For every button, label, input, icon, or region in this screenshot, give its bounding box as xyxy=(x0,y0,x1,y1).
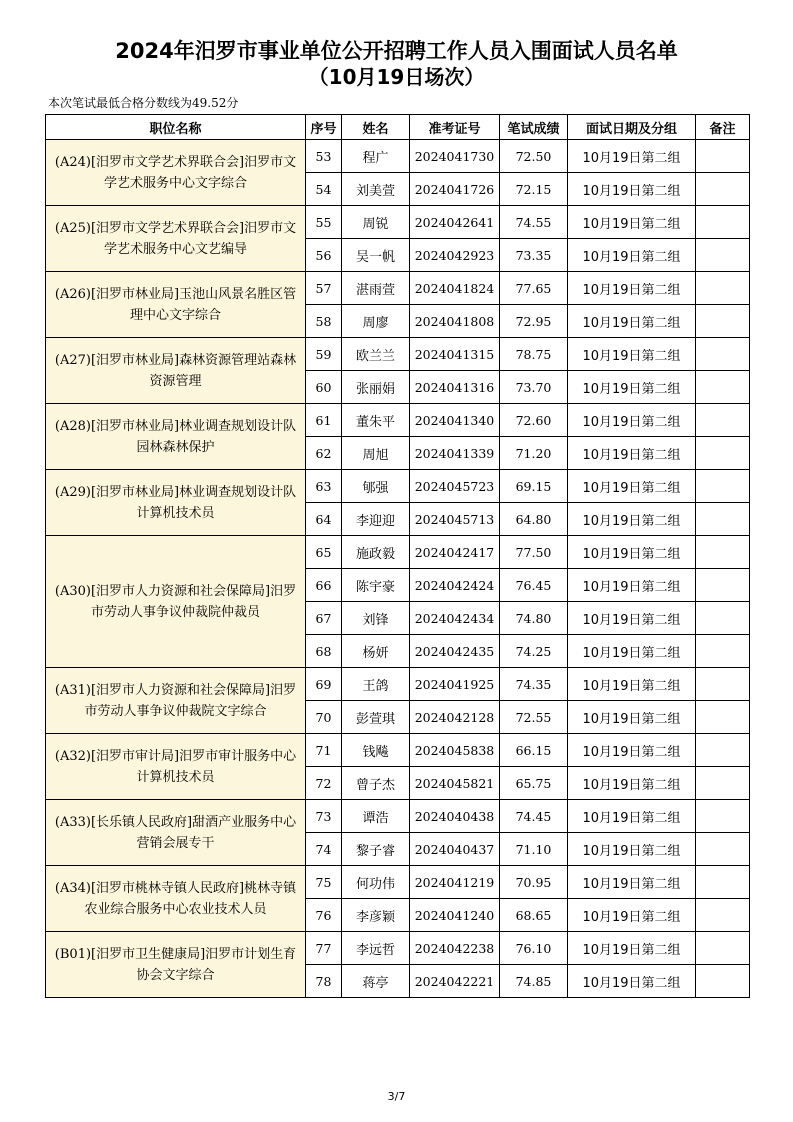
candidate-name-cell: 刘锋 xyxy=(342,602,410,635)
candidate-name-cell: 张丽娟 xyxy=(342,371,410,404)
table-row xyxy=(46,734,750,767)
written-score-cell: 74.85 xyxy=(500,965,568,998)
candidate-name-cell: 何功伟 xyxy=(342,866,410,899)
interview-date-cell: 10月19日第二组 xyxy=(568,503,696,536)
position-name-cell: (A31)[汨罗市人力资源和社会保障局]汨罗市劳动人事争议仲裁院文字综合 xyxy=(46,668,306,734)
written-score-cell: 70.95 xyxy=(500,866,568,899)
exam-id-cell: 2024041240 xyxy=(410,899,500,932)
serial-number-cell: 66 xyxy=(306,569,342,602)
position-name-cell: (A27)[汨罗市林业局]森林资源管理站森林资源管理 xyxy=(46,338,306,404)
position-name-cell: (A34)[汨罗市桃林寺镇人民政府]桃林寺镇农业综合服务中心农业技术人员 xyxy=(46,866,306,932)
interview-date-cell: 10月19日第二组 xyxy=(568,965,696,998)
interview-date-cell: 10月19日第二组 xyxy=(568,173,696,206)
table-row xyxy=(46,404,750,437)
remark-cell xyxy=(696,734,750,767)
remark-cell xyxy=(696,569,750,602)
table-body xyxy=(46,140,750,998)
serial-number-cell: 58 xyxy=(306,305,342,338)
page-number: 3/7 xyxy=(387,1090,406,1103)
remark-cell xyxy=(696,701,750,734)
written-score-cell: 72.50 xyxy=(500,140,568,173)
written-score-cell: 77.50 xyxy=(500,536,568,569)
interview-date-cell: 10月19日第二组 xyxy=(568,569,696,602)
remark-cell xyxy=(696,602,750,635)
written-score-cell: 74.25 xyxy=(500,635,568,668)
interview-date-cell: 10月19日第二组 xyxy=(568,668,696,701)
header-remark: 备注 xyxy=(696,115,750,140)
interview-date-cell: 10月19日第二组 xyxy=(568,899,696,932)
written-score-cell: 68.65 xyxy=(500,899,568,932)
written-score-cell: 76.45 xyxy=(500,569,568,602)
document-subtitle: （10月19日场次） xyxy=(308,65,485,89)
exam-id-cell: 2024040437 xyxy=(410,833,500,866)
interview-date-cell: 10月19日第二组 xyxy=(568,536,696,569)
serial-number-cell: 55 xyxy=(306,206,342,239)
candidate-name-cell: 王鸽 xyxy=(342,668,410,701)
candidate-name-cell: 周旭 xyxy=(342,437,410,470)
remark-cell xyxy=(696,404,750,437)
written-score-cell: 73.70 xyxy=(500,371,568,404)
exam-id-cell: 2024041726 xyxy=(410,173,500,206)
exam-id-cell: 2024042641 xyxy=(410,206,500,239)
remark-cell xyxy=(696,800,750,833)
candidate-name-cell: 陈宇豪 xyxy=(342,569,410,602)
written-score-cell: 66.15 xyxy=(500,734,568,767)
written-score-cell: 71.10 xyxy=(500,833,568,866)
serial-number-cell: 64 xyxy=(306,503,342,536)
table-row xyxy=(46,866,750,899)
table-row xyxy=(46,668,750,701)
table-row xyxy=(46,800,750,833)
serial-number-cell: 73 xyxy=(306,800,342,833)
candidate-name-cell: 欧兰兰 xyxy=(342,338,410,371)
exam-id-cell: 2024042221 xyxy=(410,965,500,998)
remark-cell xyxy=(696,206,750,239)
candidate-name-cell: 李远哲 xyxy=(342,932,410,965)
candidate-name-cell: 彭萱琪 xyxy=(342,701,410,734)
position-name-cell: (A29)[汨罗市林业局]林业调查规划设计队计算机技术员 xyxy=(46,470,306,536)
position-name-cell: (A33)[长乐镇人民政府]甜酒产业服务中心营销会展专干 xyxy=(46,800,306,866)
interview-date-cell: 10月19日第二组 xyxy=(568,140,696,173)
table-row xyxy=(46,338,750,371)
written-score-cell: 72.95 xyxy=(500,305,568,338)
remark-cell xyxy=(696,371,750,404)
exam-id-cell: 2024041219 xyxy=(410,866,500,899)
written-score-cell: 69.15 xyxy=(500,470,568,503)
candidate-name-cell: 杨妍 xyxy=(342,635,410,668)
serial-number-cell: 75 xyxy=(306,866,342,899)
table-row xyxy=(46,470,750,503)
exam-id-cell: 2024040438 xyxy=(410,800,500,833)
table-row xyxy=(46,272,750,305)
remark-cell xyxy=(696,536,750,569)
exam-id-cell: 2024045821 xyxy=(410,767,500,800)
written-score-cell: 74.45 xyxy=(500,800,568,833)
serial-number-cell: 74 xyxy=(306,833,342,866)
interview-date-cell: 10月19日第二组 xyxy=(568,206,696,239)
written-score-cell: 73.35 xyxy=(500,239,568,272)
written-score-cell: 78.75 xyxy=(500,338,568,371)
serial-number-cell: 56 xyxy=(306,239,342,272)
written-score-cell: 72.55 xyxy=(500,701,568,734)
candidate-name-cell: 钱飚 xyxy=(342,734,410,767)
interview-date-cell: 10月19日第二组 xyxy=(568,635,696,668)
exam-id-cell: 2024041315 xyxy=(410,338,500,371)
candidate-name-cell: 施政毅 xyxy=(342,536,410,569)
remark-cell xyxy=(696,305,750,338)
serial-number-cell: 62 xyxy=(306,437,342,470)
candidate-name-cell: 黎子睿 xyxy=(342,833,410,866)
position-name-cell: (A26)[汨罗市林业局]玉池山风景名胜区管理中心文字综合 xyxy=(46,272,306,338)
position-name-cell: (A24)[汨罗市文学艺术界联合会]汨罗市文学艺术服务中心文字综合 xyxy=(46,140,306,206)
table-row xyxy=(46,932,750,965)
exam-id-cell: 2024042238 xyxy=(410,932,500,965)
written-score-cell: 71.20 xyxy=(500,437,568,470)
serial-number-cell: 76 xyxy=(306,899,342,932)
written-score-cell: 72.15 xyxy=(500,173,568,206)
interview-date-cell: 10月19日第二组 xyxy=(568,602,696,635)
candidate-name-cell: 董朱平 xyxy=(342,404,410,437)
exam-id-cell: 2024041340 xyxy=(410,404,500,437)
serial-number-cell: 60 xyxy=(306,371,342,404)
written-score-cell: 76.10 xyxy=(500,932,568,965)
exam-id-cell: 2024041824 xyxy=(410,272,500,305)
serial-number-cell: 72 xyxy=(306,767,342,800)
candidate-name-cell: 刘美萱 xyxy=(342,173,410,206)
serial-number-cell: 68 xyxy=(306,635,342,668)
interview-date-cell: 10月19日第二组 xyxy=(568,338,696,371)
header-score: 笔试成绩 xyxy=(500,115,568,140)
remark-cell xyxy=(696,272,750,305)
candidate-name-cell: 谭浩 xyxy=(342,800,410,833)
exam-id-cell: 2024042434 xyxy=(410,602,500,635)
interview-date-cell: 10月19日第二组 xyxy=(568,470,696,503)
header-exam-id: 准考证号 xyxy=(410,115,500,140)
interview-date-cell: 10月19日第二组 xyxy=(568,734,696,767)
candidate-name-cell: 湛雨萱 xyxy=(342,272,410,305)
position-name-cell: (A32)[汨罗市审计局]汨罗市审计服务中心计算机技术员 xyxy=(46,734,306,800)
remark-cell xyxy=(696,503,750,536)
candidate-name-cell: 郇强 xyxy=(342,470,410,503)
position-name-cell: (A30)[汨罗市人力资源和社会保障局]汨罗市劳动人事争议仲裁院仲裁员 xyxy=(46,536,306,668)
written-score-cell: 74.35 xyxy=(500,668,568,701)
written-score-cell: 74.80 xyxy=(500,602,568,635)
remark-cell xyxy=(696,899,750,932)
remark-cell xyxy=(696,338,750,371)
exam-id-cell: 2024042923 xyxy=(410,239,500,272)
remark-cell xyxy=(696,635,750,668)
interview-date-cell: 10月19日第二组 xyxy=(568,437,696,470)
remark-cell xyxy=(696,437,750,470)
position-name-cell: (A25)[汨罗市文学艺术界联合会]汨罗市文学艺术服务中心文艺编导 xyxy=(46,206,306,272)
candidate-name-cell: 周廖 xyxy=(342,305,410,338)
remark-cell xyxy=(696,173,750,206)
table-row xyxy=(46,536,750,569)
serial-number-cell: 67 xyxy=(306,602,342,635)
serial-number-cell: 69 xyxy=(306,668,342,701)
serial-number-cell: 59 xyxy=(306,338,342,371)
candidate-table xyxy=(45,114,750,998)
interview-date-cell: 10月19日第二组 xyxy=(568,800,696,833)
header-number: 序号 xyxy=(306,115,342,140)
remark-cell xyxy=(696,833,750,866)
exam-id-cell: 2024042424 xyxy=(410,569,500,602)
serial-number-cell: 70 xyxy=(306,701,342,734)
written-score-cell: 77.65 xyxy=(500,272,568,305)
exam-id-cell: 2024042435 xyxy=(410,635,500,668)
interview-date-cell: 10月19日第二组 xyxy=(568,239,696,272)
exam-id-cell: 2024042128 xyxy=(410,701,500,734)
serial-number-cell: 78 xyxy=(306,965,342,998)
written-score-cell: 64.80 xyxy=(500,503,568,536)
written-score-cell: 72.60 xyxy=(500,404,568,437)
exam-id-cell: 2024041730 xyxy=(410,140,500,173)
interview-date-cell: 10月19日第二组 xyxy=(568,305,696,338)
candidate-name-cell: 李迎迎 xyxy=(342,503,410,536)
interview-date-cell: 10月19日第二组 xyxy=(568,866,696,899)
passing-score-note: 本次笔试最低合格分数线为49.52分 xyxy=(48,96,239,110)
table-header-row xyxy=(46,115,750,140)
written-score-cell: 74.55 xyxy=(500,206,568,239)
interview-date-cell: 10月19日第二组 xyxy=(568,371,696,404)
interview-date-cell: 10月19日第二组 xyxy=(568,701,696,734)
serial-number-cell: 65 xyxy=(306,536,342,569)
remark-cell xyxy=(696,932,750,965)
table-row xyxy=(46,206,750,239)
candidate-name-cell: 蒋亭 xyxy=(342,965,410,998)
header-name: 姓名 xyxy=(342,115,410,140)
header-interview-date: 面试日期及分组 xyxy=(568,115,696,140)
exam-id-cell: 2024045713 xyxy=(410,503,500,536)
candidate-name-cell: 程广 xyxy=(342,140,410,173)
header-position: 职位名称 xyxy=(46,115,306,140)
serial-number-cell: 77 xyxy=(306,932,342,965)
remark-cell xyxy=(696,470,750,503)
interview-date-cell: 10月19日第二组 xyxy=(568,404,696,437)
remark-cell xyxy=(696,668,750,701)
candidate-name-cell: 曾子杰 xyxy=(342,767,410,800)
remark-cell xyxy=(696,965,750,998)
exam-id-cell: 2024041316 xyxy=(410,371,500,404)
position-name-cell: (B01)[汨罗市卫生健康局]汨罗市计划生育协会文字综合 xyxy=(46,932,306,998)
interview-date-cell: 10月19日第二组 xyxy=(568,932,696,965)
exam-id-cell: 2024041925 xyxy=(410,668,500,701)
remark-cell xyxy=(696,140,750,173)
written-score-cell: 65.75 xyxy=(500,767,568,800)
candidate-name-cell: 吴一帆 xyxy=(342,239,410,272)
serial-number-cell: 54 xyxy=(306,173,342,206)
interview-date-cell: 10月19日第二组 xyxy=(568,767,696,800)
exam-id-cell: 2024042417 xyxy=(410,536,500,569)
exam-id-cell: 2024041339 xyxy=(410,437,500,470)
remark-cell xyxy=(696,239,750,272)
candidate-name-cell: 李彦颖 xyxy=(342,899,410,932)
remark-cell xyxy=(696,767,750,800)
serial-number-cell: 57 xyxy=(306,272,342,305)
serial-number-cell: 71 xyxy=(306,734,342,767)
interview-date-cell: 10月19日第二组 xyxy=(568,833,696,866)
table-row xyxy=(46,140,750,173)
candidate-name-cell: 周锐 xyxy=(342,206,410,239)
serial-number-cell: 61 xyxy=(306,404,342,437)
exam-id-cell: 2024045838 xyxy=(410,734,500,767)
remark-cell xyxy=(696,866,750,899)
serial-number-cell: 53 xyxy=(306,140,342,173)
exam-id-cell: 2024045723 xyxy=(410,470,500,503)
document-title: 2024年汨罗市事业单位公开招聘工作人员入围面试人员名单 xyxy=(115,39,678,63)
position-name-cell: (A28)[汨罗市林业局]林业调查规划设计队园林森林保护 xyxy=(46,404,306,470)
interview-date-cell: 10月19日第二组 xyxy=(568,272,696,305)
exam-id-cell: 2024041808 xyxy=(410,305,500,338)
serial-number-cell: 63 xyxy=(306,470,342,503)
